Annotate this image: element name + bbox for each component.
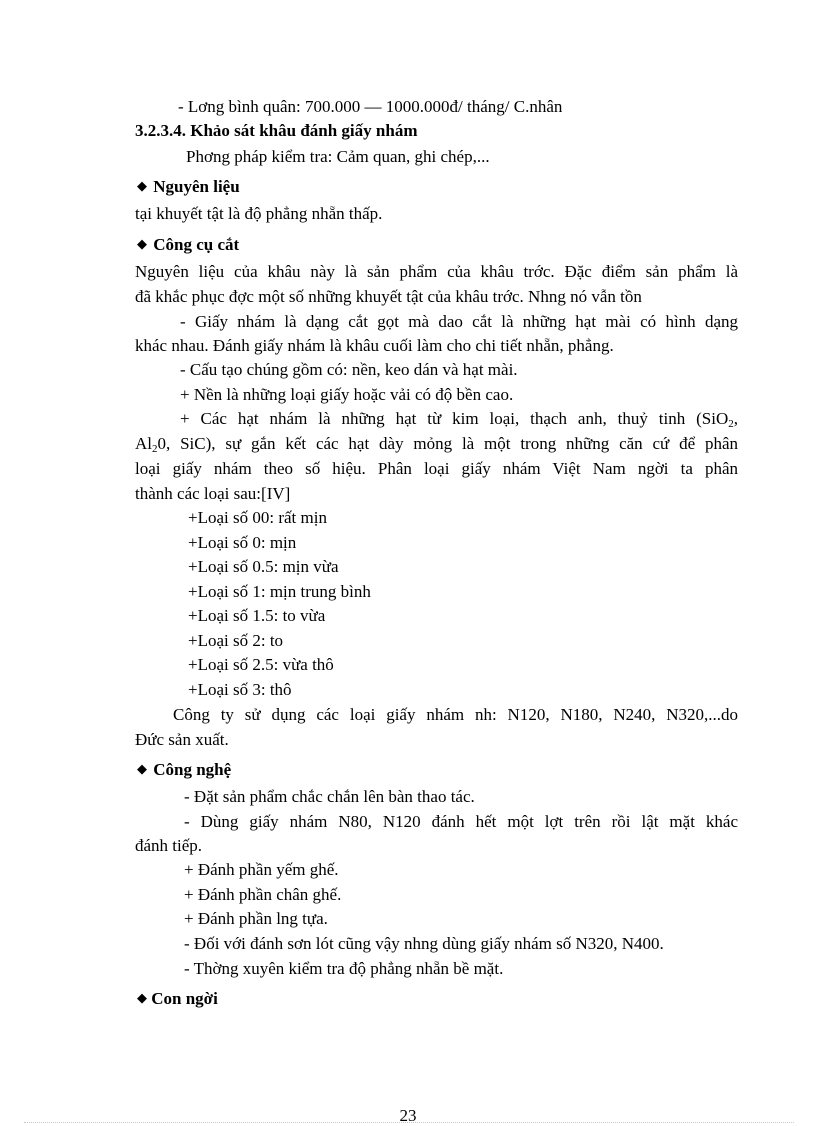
subheading-con-nguoi (137, 987, 218, 1010)
subheading-label: Công nghệ (153, 760, 232, 779)
list-item: +Loại số 2: to (188, 631, 284, 650)
paragraph-line: + Đánh phần lng tựa. (184, 909, 328, 928)
subheading-label: Nguyên liệu (153, 177, 240, 196)
paragraph-line: đánh tiếp. (135, 836, 203, 855)
paragraph-line: + Đánh phần chân ghế. (184, 885, 342, 904)
list-item: +Loại số 1: mịn trung bình (188, 582, 371, 601)
subheading-label: Con ngời (151, 989, 218, 1008)
salary-line: - Lơng bình quân: 700.000 — 1000.000đ/ tháng/ C.nhân (178, 97, 563, 116)
method-line: Phơng pháp kiểm tra: Cảm quan, ghi chép,... (186, 147, 490, 166)
paragraph-line: Đức sản xuất. (135, 730, 229, 749)
paragraph-line: tại khuyết tật là độ phẳng nhẵn thấp. (135, 204, 383, 223)
paragraph-line: - Cấu tạo chúng gồm có: nền, keo dán và hạt mài. (180, 360, 518, 379)
paragraph-line: Công ty sử dụng các loại giấy nhám nh: N120, N180, N240, N320,...do (173, 705, 738, 724)
subheading-cong-nghe (137, 758, 231, 781)
list-item: +Loại số 2.5: vừa thô (188, 655, 334, 674)
paragraph-line: - Dùng giấy nhám N80, N120 đánh hết một lợt trên rồi lật mặt khác (184, 812, 738, 831)
paragraph-line: - Thờng xuyên kiểm tra độ phẳng nhẵn bề mặt. (184, 959, 504, 978)
list-item: +Loại số 00: rất mịn (188, 508, 327, 527)
page-number: 23 (399, 1106, 417, 1125)
paragraph-line: thành các loại sau:[IV] (135, 484, 291, 503)
subheading-label: Công cụ cắt (153, 235, 240, 254)
diamond-bullet-icon: ◆ (137, 761, 147, 776)
diamond-bullet-icon: ◆ (137, 178, 147, 193)
diamond-bullet-icon: ◆ (137, 236, 147, 251)
paragraph-line: - Đặt sản phẩm chắc chắn lên bàn thao tác. (184, 787, 475, 806)
list-item: +Loại số 0.5: mịn vừa (188, 557, 339, 576)
paragraph-line: khác nhau. Đánh giấy nhám là khâu cuối làm cho chi tiết nhẵn, phẳng. (135, 336, 614, 355)
paragraph-line: loại giấy nhám theo số hiệu. Phân loại giấy nhám Việt Nam ngời ta phân (135, 459, 738, 478)
paragraph-line: $Al_20$, SiC), sự gắn kết các hạt dày mỏng là một trong những căn cứ để phân (135, 434, 738, 455)
subheading-nguyen-lieu (137, 175, 240, 198)
paragraph-line: - Giấy nhám là dạng cắt gọt mà dao cắt là những hạt mài có hình dạng (180, 312, 738, 331)
paragraph-line: Nguyên liệu của khâu này là sản phẩm của khâu trớc. Đặc điểm sản phẩm là (135, 262, 738, 281)
list-item: +Loại số 0: mịn (188, 533, 297, 552)
paragraph-line: đã khắc phục đợc một số những khuyết tật của khâu trớc. Nhng nó vẫn tồn (135, 287, 642, 306)
subheading-cong-cu-cat (137, 233, 239, 256)
list-item: +Loại số 1.5: to vừa (188, 606, 326, 625)
section-heading: 3.2.3.4. Khảo sát khâu đánh giấy nhám (135, 121, 418, 140)
paragraph-line: + Nền là những loại giấy hoặc vải có độ bền cao. (180, 385, 514, 404)
paragraph-line: + Đánh phần yếm ghế. (184, 860, 339, 879)
diamond-bullet-icon: ◆ (137, 990, 147, 1005)
list-item: +Loại số 3: thô (188, 680, 292, 699)
paragraph-line: + Các hạt nhám là những hạt từ kim loại, thạch anh, thuỷ tinh (SiO$_2$, (180, 409, 738, 430)
paragraph-line: - Đối với đánh sơn lót cũng vậy nhng dùng giấy nhám số N320, N400. (184, 934, 664, 953)
